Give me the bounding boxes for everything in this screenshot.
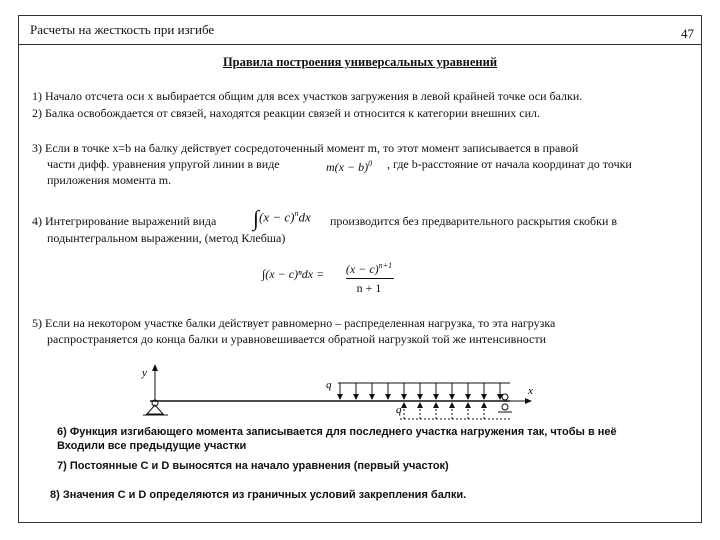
integral-sign: ∫ bbox=[253, 205, 260, 231]
section-title: Правила построения универсальных уравнений bbox=[222, 55, 498, 69]
rule-4-line-1-start: 4) Интегрирование выражений вида bbox=[32, 214, 217, 228]
load-q-compensating-arrows bbox=[401, 402, 487, 419]
rule-4-line-1-end: производится без предварительного раскрытия скобки в bbox=[330, 214, 618, 228]
clebsch-denominator: n + 1 bbox=[356, 281, 382, 295]
rule-5-line-2: распространяется до конца балки и уравновешивается обратной нагрузкой той же интенсивности bbox=[47, 332, 547, 346]
moment-term: m(x − b) bbox=[326, 160, 369, 174]
rule-8: 8) Значения C и D определяются из граничных условий закрепления балки. bbox=[50, 489, 467, 501]
rule-3-line-1: 3) Если в точке x=b на балку действует сосредоточенный момент m, то этот момент записывается в правой bbox=[32, 141, 579, 155]
rule-1: 1) Начало отсчета оси x выбирается общим для всех участков загружения в левой крайней точке оси балки. bbox=[32, 89, 583, 103]
rule-4-line-2: подынтегральном выражении, (метод Клебша) bbox=[47, 231, 286, 245]
rule-5-line-1: 5) Если на некотором участке балки действует равномерно – распределенная нагрузка, то эта нагрузка bbox=[32, 316, 556, 330]
load-q-compensating-label: q bbox=[396, 404, 402, 416]
y-axis-arrow bbox=[152, 364, 158, 371]
x-axis-label: x bbox=[528, 385, 533, 397]
rule-7: 7) Постоянные C и D выносятся на начало уравнения (первый участок) bbox=[57, 460, 449, 472]
load-q-arrows bbox=[337, 383, 503, 400]
clebsch-lhs: ∫(x − c)ⁿdx = bbox=[262, 267, 325, 281]
right-support-bottom-roller bbox=[502, 404, 508, 410]
rule-3-line-2-end: , где b-расстояние от начала координат до точки bbox=[387, 157, 632, 171]
x-axis-arrow bbox=[525, 398, 532, 404]
integral-dx: dx bbox=[298, 209, 311, 225]
rule-3-line-3: приложения момента m. bbox=[47, 173, 172, 187]
y-axis-label: y bbox=[142, 367, 147, 379]
clebsch-numerator: $(x - c)^{n+1}$ bbox=[345, 261, 393, 276]
integral-exponent: n bbox=[294, 209, 299, 218]
rule-3-line-2-start: части дифф. уравнения упругой линии в виде bbox=[47, 157, 280, 171]
right-support-top-roller bbox=[502, 394, 508, 400]
header-title: Расчеты на жесткость при изгибе bbox=[30, 22, 215, 37]
load-q-label: q bbox=[326, 379, 332, 391]
page-number: 47 bbox=[681, 26, 694, 41]
rule-6-line-2: Входили все предыдущие участки bbox=[57, 440, 247, 452]
rule-6-line-1: 6) Функция изгибающего момента записывается для последнего участка нагружения так, чтобы в неё bbox=[57, 426, 617, 438]
integral-body: (x − c) bbox=[259, 209, 295, 225]
moment-exponent: 0 bbox=[368, 159, 373, 168]
rule-2: 2) Балка освобождается от связей, находятся реакции связей и относится к категории внешних сил. bbox=[32, 106, 541, 120]
